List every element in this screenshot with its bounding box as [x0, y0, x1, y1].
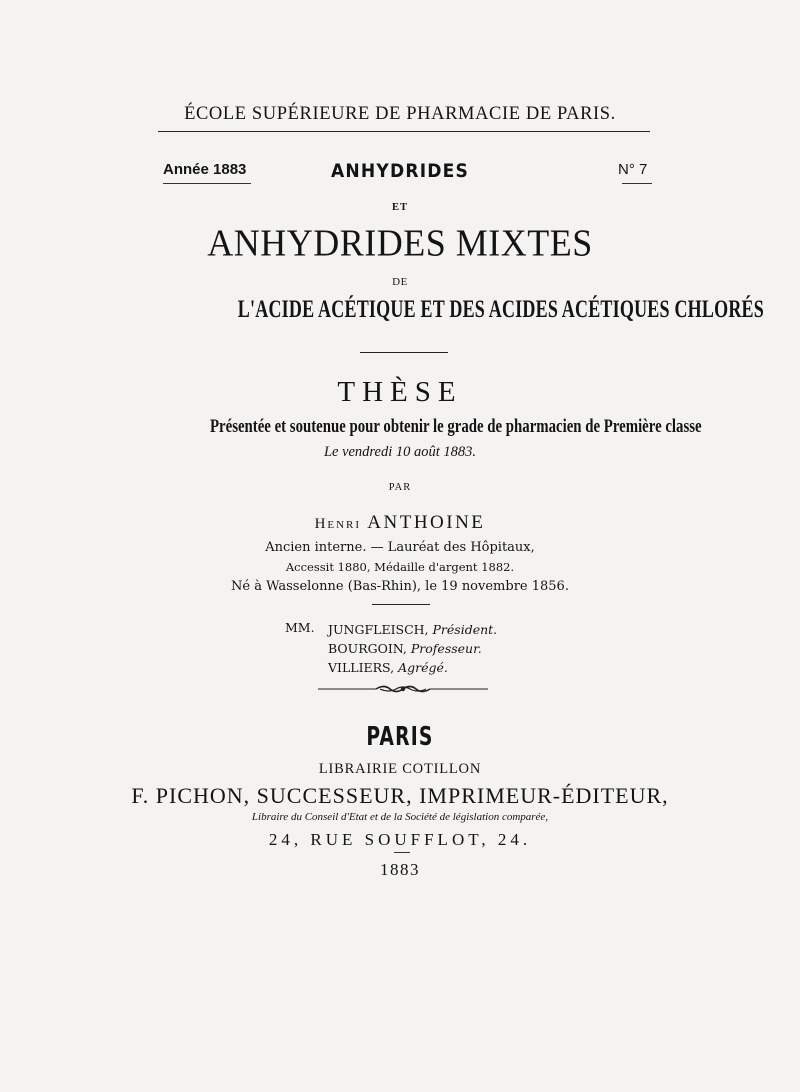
year-label: Année 1883: [163, 161, 247, 178]
school-name: ÉCOLE SUPÉRIEURE DE PHARMACIE DE PARIS.: [184, 104, 616, 124]
jury-member-role: Président.: [432, 622, 498, 637]
imprint-city: PARIS: [366, 722, 434, 752]
author-last-name: ANTHOINE: [367, 512, 486, 533]
presented-line: Présentée et soutenue pour obtenir le grade de pharmacien de Première classe: [210, 416, 702, 437]
main-title: ANHYDRIDES MIXTES: [207, 222, 593, 264]
author-credentials-1: Ancien interne. — Lauréat des Hôpitaux,: [265, 540, 535, 555]
year-underline: [163, 183, 251, 184]
year-divider: [394, 852, 410, 853]
jury-member: [328, 620, 497, 639]
header-rule: [158, 131, 650, 132]
these-heading: THÈSE: [337, 376, 463, 408]
imprint-year: 1883: [380, 860, 420, 879]
subtitle: L'ACIDE ACÉTIQUE ET DES ACIDES ACÉTIQUES CHLORÉS: [237, 296, 765, 323]
jury-member-role: Professeur.: [410, 641, 482, 656]
author-first-name: Henri: [314, 516, 362, 532]
imprint-librairie: LIBRAIRIE COTILLON: [318, 761, 482, 777]
defense-date: Le vendredi 10 août 1883.: [323, 444, 477, 460]
title-de: DE: [392, 276, 408, 288]
jury-list: [328, 620, 497, 677]
jury-member-role: Agrégé.: [398, 660, 448, 675]
ornament-divider-icon: [318, 682, 488, 696]
imprint-address: 24, RUE SOUFFLOT, 24.: [268, 830, 532, 849]
title-et: ET: [391, 202, 408, 213]
jury-member-name: VILLIERS,: [328, 660, 395, 675]
issue-number: N° 7: [618, 161, 648, 178]
imprint-publisher: F. PICHON, SUCCESSEUR, IMPRIMEUR-ÉDITEUR,: [131, 783, 669, 808]
author-birth: Né à Wasselonne (Bas-Rhin), le 19 novembre 1856.: [231, 579, 569, 594]
jury-divider: [372, 604, 430, 605]
jury-member: [328, 639, 497, 658]
title-line1: ANHYDRIDES: [330, 160, 470, 182]
title-divider: [360, 352, 448, 353]
jury-member: [328, 658, 497, 677]
issue-underline: [622, 183, 652, 184]
author-name: [0, 512, 800, 534]
author-credentials-2: Accessit 1880, Médaille d'argent 1882.: [285, 560, 515, 574]
jury-member-name: BOURGOIN,: [328, 641, 407, 656]
jury-member-name: JUNGFLEISCH,: [328, 622, 429, 637]
imprint-publisher-sub: Libraire du Conseil d'Etat et de la Société de législation comparée,: [251, 811, 549, 823]
jury-prefix: MM.: [285, 620, 315, 635]
by-label: PAR: [388, 482, 412, 493]
